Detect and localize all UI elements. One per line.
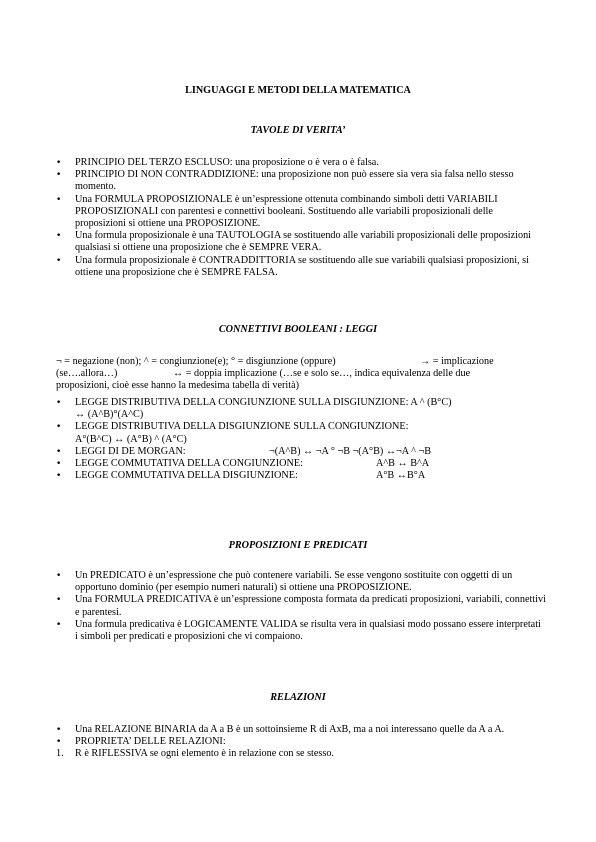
bullet-icon: • <box>56 194 62 205</box>
list-item: • PRINCIPIO DI NON CONTRADDIZIONE: una proposizione non può essere sia vera sia falsa nello stesso momento. <box>56 169 514 193</box>
document-title: LINGUAGGI E METODI DELLA MATEMATICA <box>185 85 411 96</box>
proposizioni-list <box>56 570 546 643</box>
bullet-icon: • <box>56 737 62 748</box>
bullet-icon: • <box>56 398 62 408</box>
bullet-icon: • <box>56 158 62 168</box>
item-number: 1. <box>56 748 64 760</box>
tavole-list <box>56 157 546 279</box>
list-item: • PRINCIPIO DEL TERZO ESCLUSO: una proposizione o è vera o è falsa. <box>56 157 379 168</box>
bullet-icon: • <box>56 422 62 433</box>
list-item: • LEGGE DISTRIBUTIVA DELLA DISGIUNZIONE SULLA CONGIUNZIONE: A°(B^C) ↔ (A°B) ^ (A°C) <box>56 421 409 445</box>
section-heading-proposizioni: PROPOSIZIONI E PREDICATI <box>228 540 368 551</box>
numbered-item: 1. R è RIFLESSIVA se ogni elemento è in relazione con se stesso. <box>56 748 334 760</box>
intro-line-3: proposizioni, cioè esse hanno la medesima tabella di verità) <box>56 380 300 392</box>
bullet-icon: • <box>56 170 62 181</box>
list-item: • Una formula proposizionale è CONTRADDITTORIA se sostituendo alle sue variabili qualsiasi proposizioni, si ottiene una proposizione che è SEMPRE FALSA. <box>56 254 529 278</box>
bullet-icon: • <box>56 725 62 735</box>
list-item: • Una formula proposizionale è una TAUTOLOGIA se sostituendo alle variabili proposizionali delle proposizioni qualsiasi si ottiene una proposizione che è SEMPRE VERA. <box>56 230 532 254</box>
relazioni-list <box>56 724 546 761</box>
list-item: • LEGGE DISTRIBUTIVA DELLA CONGIUNZIONE SULLA DISGIUNZIONE: A ^ (B°C) ↔ (A^B)°(A^C) <box>56 397 452 421</box>
section-heading-connettivi: CONNETTIVI BOOLEANI : LEGGI <box>218 324 378 335</box>
bullet-icon: • <box>56 619 62 630</box>
connettivi-list <box>56 397 546 482</box>
list-item: • PROPRIETA’ DELLE RELAZIONI: <box>56 736 226 748</box>
bullet-icon: • <box>56 595 62 606</box>
connettivi-intro <box>56 356 546 393</box>
section-heading-relazioni: RELAZIONI <box>270 692 326 703</box>
list-item: • LEGGE COMMUTATIVA DELLA DISGIUNZIONE: A°B ↔B°A <box>56 470 426 482</box>
list-item: • Una formula predicativa è LOGICAMENTE VALIDA se risulta vera in qualsiasi modo possano essere interpretati i simboli per predicati e proposizioni che vi compaiono. <box>56 618 541 643</box>
intro-line-2: (se….allora…) ↔ = doppia implicazione (…se e solo se…, indica equivalenza delle due <box>56 368 471 380</box>
list-item: • LEGGI DI DE MORGAN: ¬(A^B) ↔ ¬A ° ¬B ¬(A°B) ↔¬A ^ ¬B <box>56 445 431 457</box>
bullet-icon: • <box>56 571 62 581</box>
bullet-icon: • <box>56 459 62 470</box>
list-item: • LEGGE COMMUTATIVA DELLA CONGIUNZIONE: A^B ↔ B^A <box>56 458 430 470</box>
list-item: • Una FORMULA PROPOSIZIONALE è un’espressione ottenuta combinando simboli detti VARIABILI PROPOSIZIONALI con parentesi e connettivi booleani. Sostituendo alle variabili proposizionali delle proposizioni si ottiene una PROPOSIZIONE. <box>56 193 498 230</box>
bullet-icon: • <box>56 446 62 457</box>
list-item: • Una RELAZIONE BINARIA da A a B è un sottoinsieme R di AxB, ma a noi interessano quelle da A a A. <box>56 724 505 735</box>
list-item: • Un PREDICATO è un’espressione che può contenere variabili. Se esse vengono sostituite con oggetti di un opportuno dominio (per esempio numeri naturali) si ottiene una PROPOSIZIONE. <box>56 570 513 594</box>
bullet-icon: • <box>56 471 62 482</box>
section-heading-tavole: TAVOLE DI VERITA’ <box>250 125 346 136</box>
list-item: • Una FORMULA PREDICATIVA è un’espressione composta formata da predicati proposizioni, variabili, connettivi e parentesi. <box>56 594 546 618</box>
bullet-icon: • <box>56 231 62 242</box>
intro-line-1: ¬ = negazione (non); ^ = congiunzione(e); ° = disgiunzione (oppure) → = implicazione <box>56 356 494 367</box>
bullet-icon: • <box>56 255 62 266</box>
